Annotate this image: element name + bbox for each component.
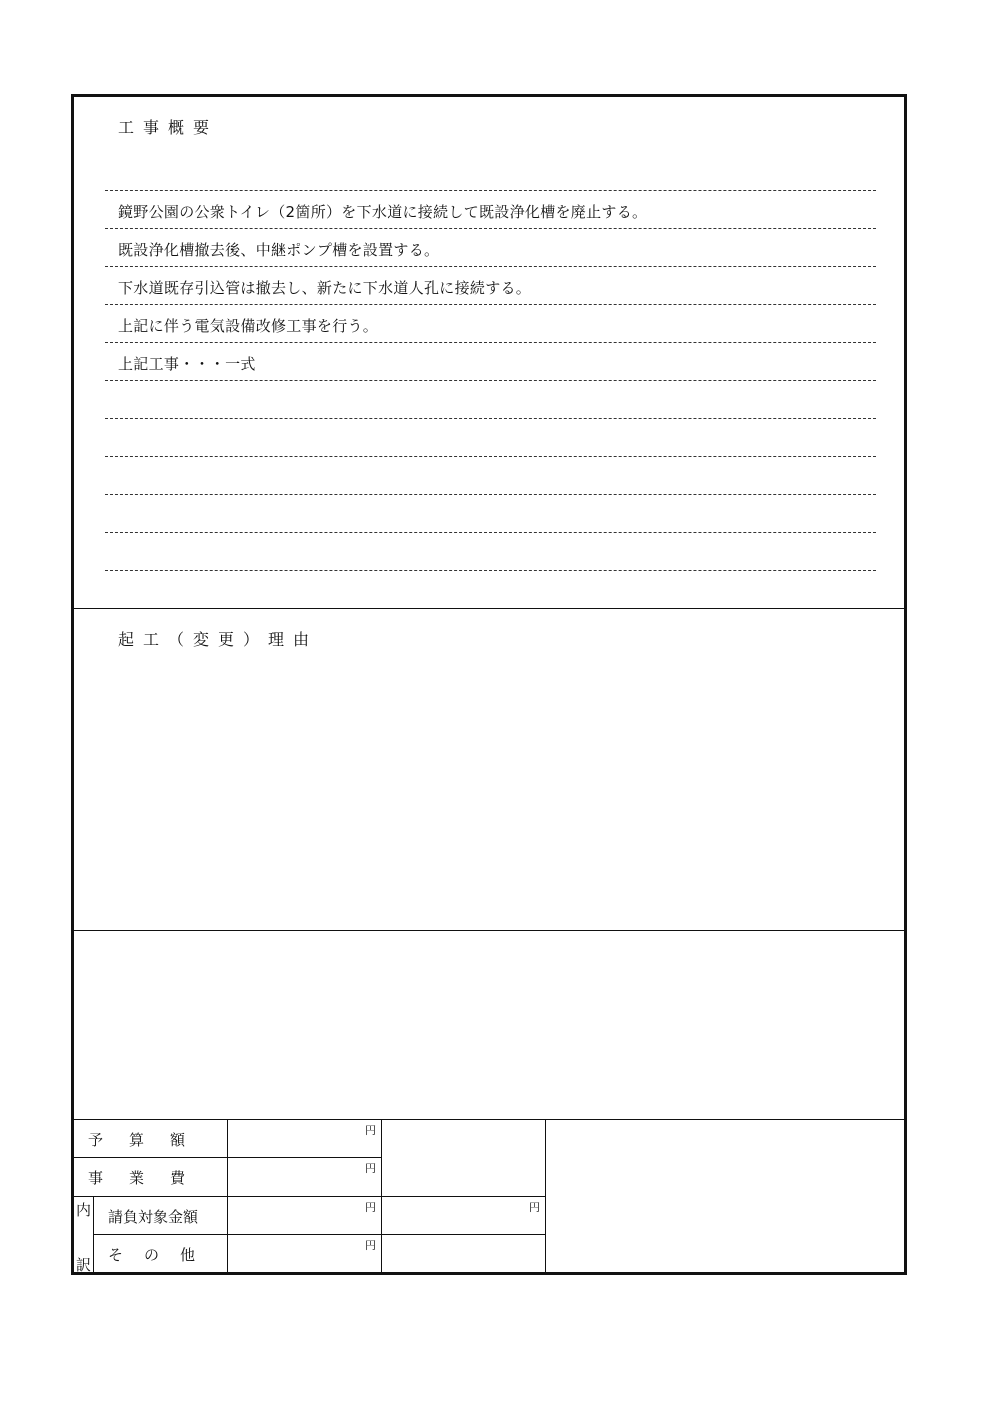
- overview-line-4: 上記に伴う電気設備改修工事を行う。: [118, 317, 379, 335]
- dashed-rule: [105, 456, 876, 457]
- overview-line-3: 下水道既存引込管は撤去し、新たに下水道人孔に接続する。: [118, 279, 532, 297]
- extra-yen-unit: 円: [529, 1201, 540, 1214]
- dashed-rule: [105, 266, 876, 267]
- dashed-rule: [105, 228, 876, 229]
- other-label: その他: [108, 1246, 217, 1264]
- project-cost-label: 事業費: [88, 1169, 212, 1187]
- budget-yen-unit: 円: [365, 1124, 376, 1137]
- overview-line-1: 鏡野公園の公衆トイレ（2箇所）を下水道に接続して既設浄化槽を廃止する。: [118, 203, 648, 221]
- overview-title: 工事概要: [118, 118, 219, 137]
- table-vline: [545, 1119, 546, 1272]
- budget-table: [74, 1119, 904, 1272]
- dashed-rule: [105, 570, 876, 571]
- dashed-rule: [105, 532, 876, 533]
- overview-line-2: 既設浄化槽撤去後、中継ポンプ槽を設置する。: [118, 241, 440, 259]
- contract-amount-yen-unit: 円: [365, 1201, 376, 1214]
- breakdown-label-bottom: 訳: [76, 1256, 92, 1274]
- dashed-rule: [105, 380, 876, 381]
- other-yen-unit: 円: [365, 1239, 376, 1252]
- dashed-rule: [105, 304, 876, 305]
- dashed-rule: [105, 342, 876, 343]
- dashed-rule: [105, 190, 876, 191]
- budget-label: 予算額: [88, 1131, 212, 1149]
- breakdown-label-top: 内: [76, 1201, 92, 1219]
- table-hline: [93, 1234, 545, 1235]
- overview-line-5: 上記工事・・・一式: [118, 355, 256, 373]
- section-divider: [74, 608, 904, 609]
- section-divider: [74, 930, 904, 931]
- contract-amount-label: 請負対象金額: [108, 1208, 199, 1226]
- dashed-rule: [105, 494, 876, 495]
- table-hline: [74, 1157, 381, 1158]
- table-hline: [74, 1196, 545, 1197]
- reason-title: 起工（変更）理由: [118, 630, 319, 649]
- dashed-rule: [105, 418, 876, 419]
- form-sheet: [71, 94, 907, 1275]
- project-cost-yen-unit: 円: [365, 1162, 376, 1175]
